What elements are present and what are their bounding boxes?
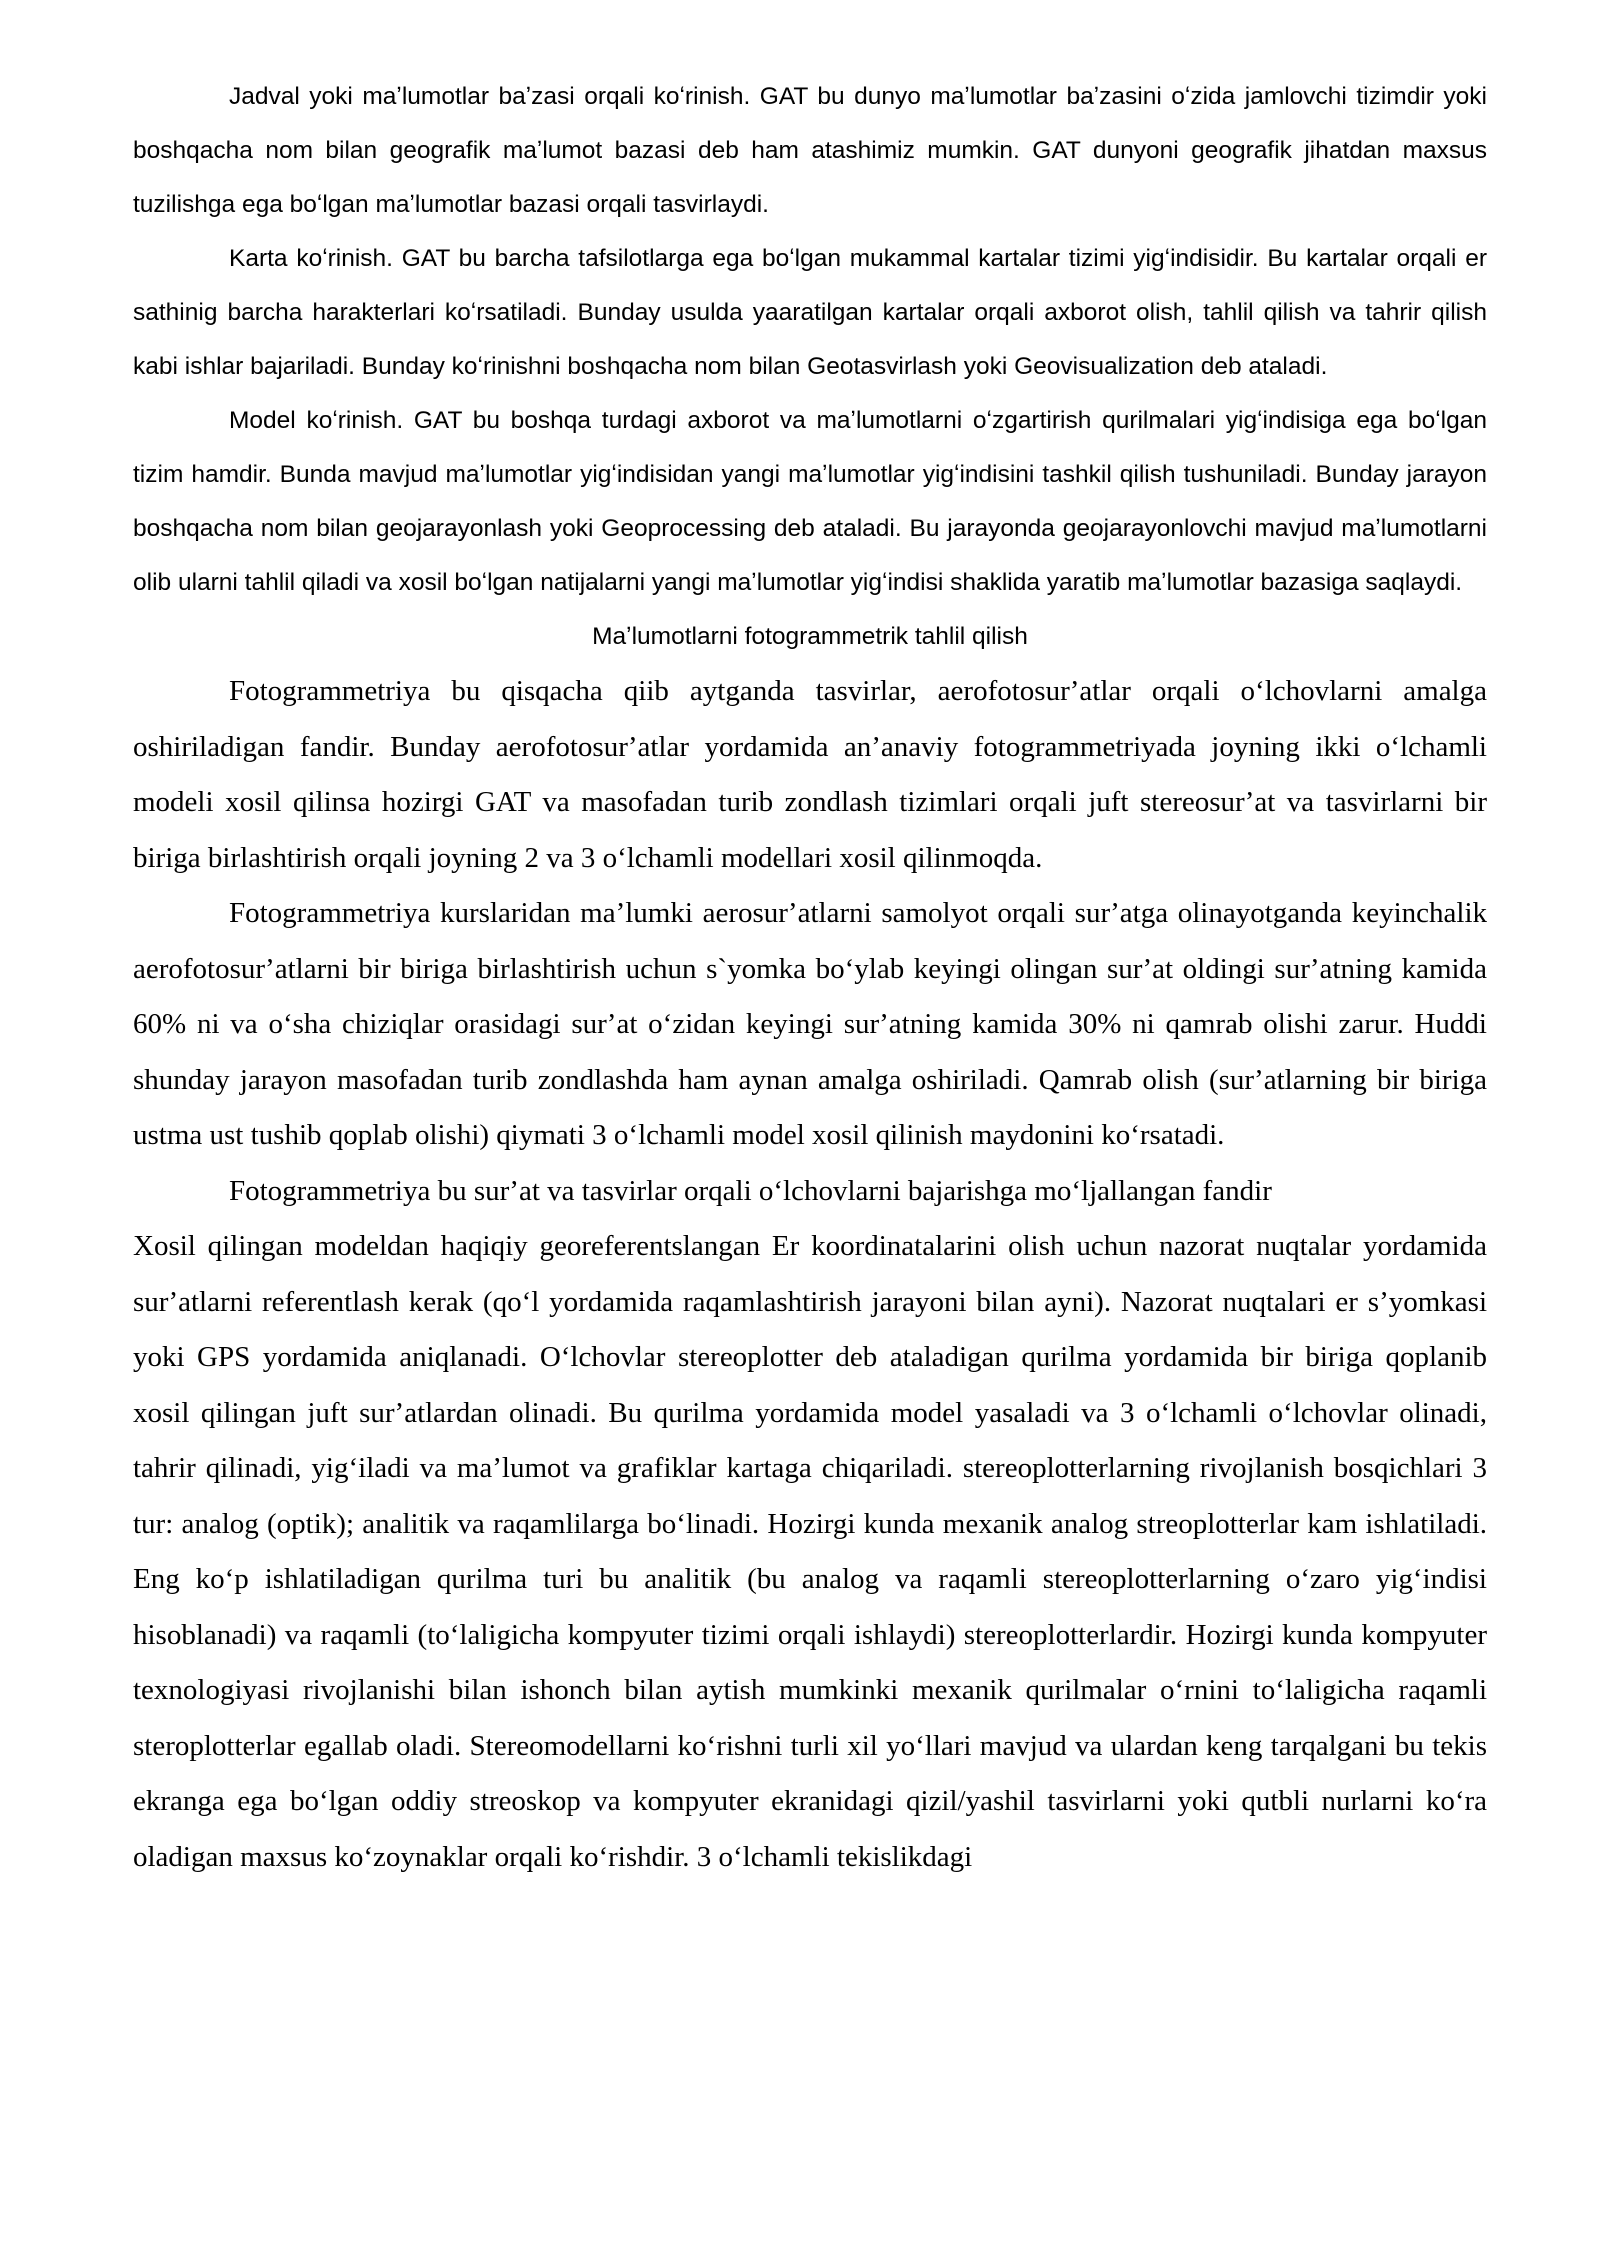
paragraph-stereoplotters: Xosil qilingan modeldan haqiqiy georeferentslangan Er koordinatalarini olish uchun nazorat nuqtalar yordamida surʼatlarni referentlash kerak (qoʻl yordamida raqamlashtirish jarayoni bilan ayni). Nazorat nuqtalari er sʼyomkasi yoki GPS yordamida aniqlanadi. Oʻlchovlar stereoplotter deb ataladigan qurilma yordamida bir biriga qoplanib xosil qilingan juft surʼatlardan olinadi. Bu qurilma yordamida model yasaladi va 3 oʻlchamli oʻlchovlar olinadi, tahrir qilinadi, yigʻiladi va maʼlumot va grafiklar kartaga chiqariladi. stereoplotterlarning rivojlanish bosqichlari 3 tur: analog (optik); analitik va raqamlilarga boʻlinadi. Hozirgi kunda mexanik analog streoplotterlar kam ishlatiladi. Eng koʻp ishlatiladigan qurilma turi bu analitik (bu analog va raqamli stereoplotterlarning oʻzaro yigʻindisi hisoblanadi) va raqamli (toʻlaligicha kompyuter tizimi orqali ishlaydi) stereoplotterlardir. Hozirgi kunda kompyuter texnologiyasi rivojlanishi bilan ishonch bilan aytish mumkinki mexanik qurilmalar oʻrnini toʻlaligicha raqamli steroplotterlar egallab oladi. Stereomodellarni koʻrishni turli xil yoʻllari mavjud va ulardan keng tarqalgani bu tekis ekranga ega boʻlgan oddiy streoskop va kompyuter ekranidagi qizil/yashil tasvirlarni yoki qutbli nurlarni koʻra oladigan maxsus koʻzoynaklar orqali koʻrishdir. 3 oʻlchamli tekislikdagi bbox=[133, 1230, 1487, 1873]
paragraph-photogrammetry-overlap: Fotogrammetriya kurslaridan maʼlumki aerosurʼatlarni samolyot orqali surʼatga olinayotganda keyinchalik aerofotosurʼatlarni bir biriga birlashtirish uchun s`yomka boʻylab keyingi olingan surʼat oldingi surʼatning kamida 60% ni va oʻsha chiziqlar orasidagi surʼat oʻzidan keyingi surʼatning kamida 30% ni qamrab olishi zarur. Huddi shunday jarayon masofadan turib zondlashda ham aynan amalga oshiriladi. Qamrab olish (surʼatlarning bir biriga ustma ust tushib qoplab olishi) qiymati 3 oʻlchamli model xosil qilinish maydonini koʻrsatadi. bbox=[133, 897, 1487, 1151]
section-photogrammetry bbox=[133, 664, 1487, 1885]
paragraph-map-view: Karta koʻrinish. GAT bu barcha tafsilotlarga ega boʻlgan mukammal kartalar tizimi yigʻindisidir. Bu kartalar orqali er sathinig barcha harakterlari koʻrsatiladi. Bunday usulda yaaratilgan kartalar orqali axborot olish, tahlil qilish va tahrir qilish kabi ishlar bajariladi. Bunday koʻrinishni boshqacha nom bilan Geotasvirlash yoki Geovisualization deb ataladi. bbox=[133, 245, 1487, 380]
paragraph-photogrammetry-definition: Fotogrammetriya bu surʼat va tasvirlar orqali oʻlchovlarni bajarishga moʻljallangan fandir bbox=[229, 1174, 1272, 1207]
paragraph-table-view: Jadval yoki maʼlumotlar baʼzasi orqali koʻrinish. GAT bu dunyo maʼlumotlar baʼzasini oʻzida jamlovchi tizimdir yoki boshqacha nom bilan geografik maʼlumot bazasi deb ham atashimiz mumkin. GAT dunyoni geografik jihatdan maxsus tuzilishga ega boʻlgan maʼlumotlar bazasi orqali tasvirlaydi. bbox=[133, 83, 1487, 218]
paragraph-model-view: Model koʻrinish. GAT bu boshqa turdagi axborot va maʼlumotlarni oʻzgartirish qurilmalari yigʻindisiga ega boʻlgan tizim hamdir. Bunda mavjud maʼlumotlar yigʻindisidan yangi maʼlumotlar yigʻindisini tashkil qilish tushuniladi. Bunday jarayon boshqacha nom bilan geojarayonlash yoki Geoprocessing deb ataladi. Bu jarayonda geojarayonlovchi mavjud maʼlumotlarni olib ularni tahlil qiladi va xosil boʻlgan natijalarni yangi maʼlumotlar yigʻindisi shaklida yaratib maʼlumotlar bazasiga saqlaydi. bbox=[133, 407, 1487, 596]
paragraph-photogrammetry-intro: Fotogrammetriya bu qisqacha qiib aytganda tasvirlar, aerofotosurʼatlar orqali oʻlchovlarni amalga oshiriladigan fandir. Bunday aerofotosurʼatlar yordamida anʼanaviy fotogrammetriyada joyning ikki oʻlchamli modeli xosil qilinsa hozirgi GAT va masofadan turib zondlash tizimlari orqali juft stereosurʼat va tasvirlarni bir biriga birlashtirish orqali joyning 2 va 3 oʻlchamli modellari xosil qilinmoqda. bbox=[133, 675, 1487, 874]
section-heading: Maʼlumotlarni fotogrammetrik tahlil qilish bbox=[592, 623, 1028, 650]
section-gat-views bbox=[133, 70, 1487, 664]
